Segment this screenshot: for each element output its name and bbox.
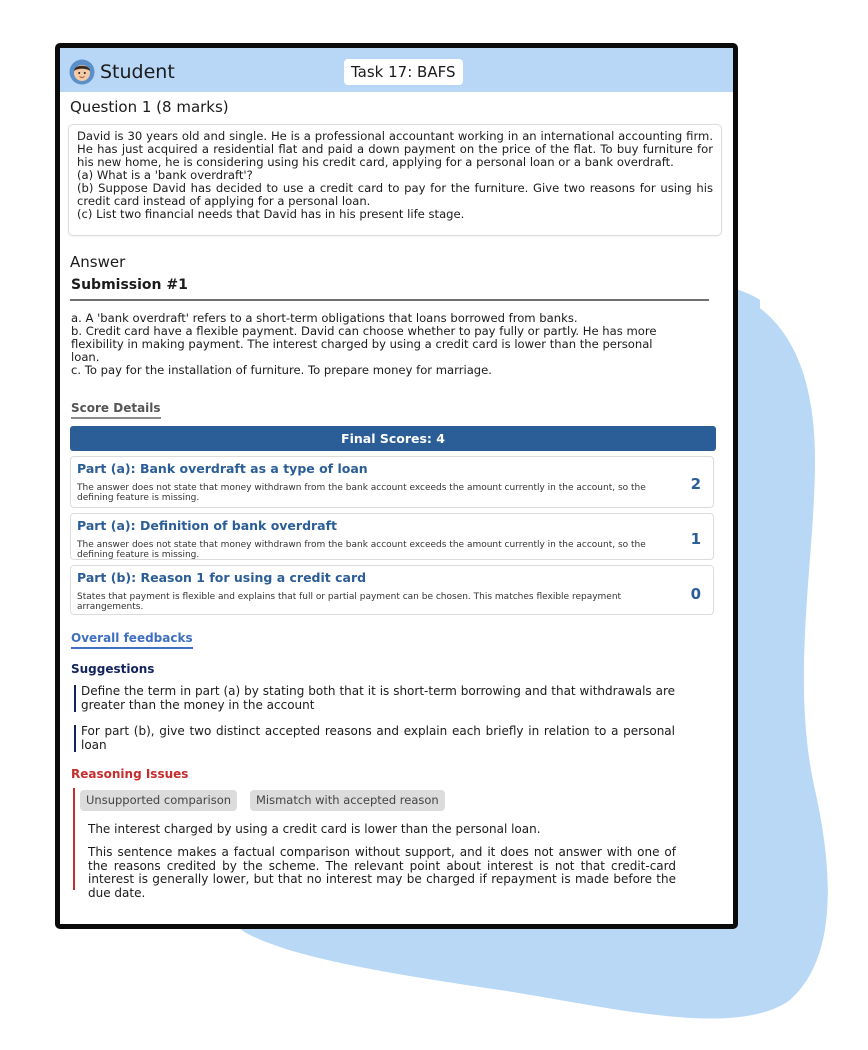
answer-heading: Answer xyxy=(70,253,126,271)
task-label: Task 17: BAFS xyxy=(344,59,463,85)
issue-explanation: This sentence makes a factual comparison without support, and it does not answer with one of the reasons credited by the scheme. The relevant point about interest is not that credit-card interest is generally lower, but that no interest may be charged if repayment is made before the due date. xyxy=(88,845,676,900)
issue-tag: Mismatch with accepted reason xyxy=(250,790,445,811)
issue-quote: The interest charged by using a credit card is lower than the personal loan. xyxy=(88,822,541,836)
question-part-b: (b) Suppose David has decided to use a credit card to pay for the furniture. Give two reasons for using his credit card instead of applying for a personal loan. xyxy=(77,181,713,208)
score-card-title: Part (a): Bank overdraft as a type of loan xyxy=(77,461,368,476)
question-title: Question 1 (8 marks) xyxy=(70,98,229,116)
final-score-bar: Final Scores: 4 xyxy=(70,426,716,451)
score-card-title: Part (b): Reason 1 for using a credit card xyxy=(77,570,367,585)
app-window xyxy=(55,43,738,929)
suggestion-item: Define the term in part (a) by stating both that it is short-term borrowing and that withdrawals are greater than the money in the account xyxy=(74,685,675,712)
score-details-tab[interactable]: Score Details xyxy=(71,401,161,419)
score-card-description: States that payment is flexible and explains that full or partial payment can be chosen. This matches flexible repayment arrangements. xyxy=(77,592,622,612)
question-part-c: (c) List two financial needs that David has in his present life stage. xyxy=(77,207,465,221)
score-card-description: The answer does not state that money withdrawn from the bank account exceeds the amount currently in the account, so the defining feature is missing. xyxy=(77,483,646,503)
suggestions-heading: Suggestions xyxy=(71,662,155,676)
top-bar xyxy=(60,48,733,92)
score-card-value: 2 xyxy=(690,475,701,493)
reasoning-issue xyxy=(73,788,676,900)
question-part-a: (a) What is a 'bank overdraft'? xyxy=(77,168,253,182)
answer-line-b: b. Credit card have a flexible payment. David can choose whether to pay fully or partly. He has more flexibility in making payment. The interest charged by using a credit card is lower than the personal loan. xyxy=(71,324,657,364)
score-card-value: 1 xyxy=(690,530,701,548)
suggestion-item: For part (b), give two distinct accepted reasons and explain each briefly in relation to a personal loan xyxy=(74,725,675,752)
score-card-description: The answer does not state that money withdrawn from the bank account exceeds the amount currently in the account, so the defining feature is missing. xyxy=(77,540,646,560)
score-card xyxy=(70,565,714,615)
reasoning-issues-heading: Reasoning Issues xyxy=(71,767,189,781)
question-body: David is 30 years old and single. He is a professional accountant working in an international accounting firm. He has just acquired a residential flat and paid a down payment on the price of the flat. To buy furniture for his new home, he is considering using his credit card, applying for a personal loan or a bank overdraft. xyxy=(77,129,713,169)
score-card xyxy=(70,513,714,560)
submission-divider xyxy=(70,299,709,301)
score-card xyxy=(70,456,714,508)
issue-tag: Unsupported comparison xyxy=(80,790,237,811)
score-card-title: Part (a): Definition of bank overdraft xyxy=(77,518,338,533)
answer-line-a: a. A 'bank overdraft' refers to a short-term obligations that loans borrowed from banks. xyxy=(71,311,578,325)
question-box xyxy=(68,124,722,236)
role-label: Student xyxy=(100,61,175,83)
answer-line-c: c. To pay for the installation of furniture. To prepare money for marriage. xyxy=(71,363,492,377)
answer-text xyxy=(71,312,671,377)
student-avatar-icon xyxy=(69,59,95,85)
score-card-value: 0 xyxy=(690,585,701,603)
submission-title: Submission #1 xyxy=(71,277,188,293)
overall-feedbacks-tab[interactable]: Overall feedbacks xyxy=(71,631,193,649)
